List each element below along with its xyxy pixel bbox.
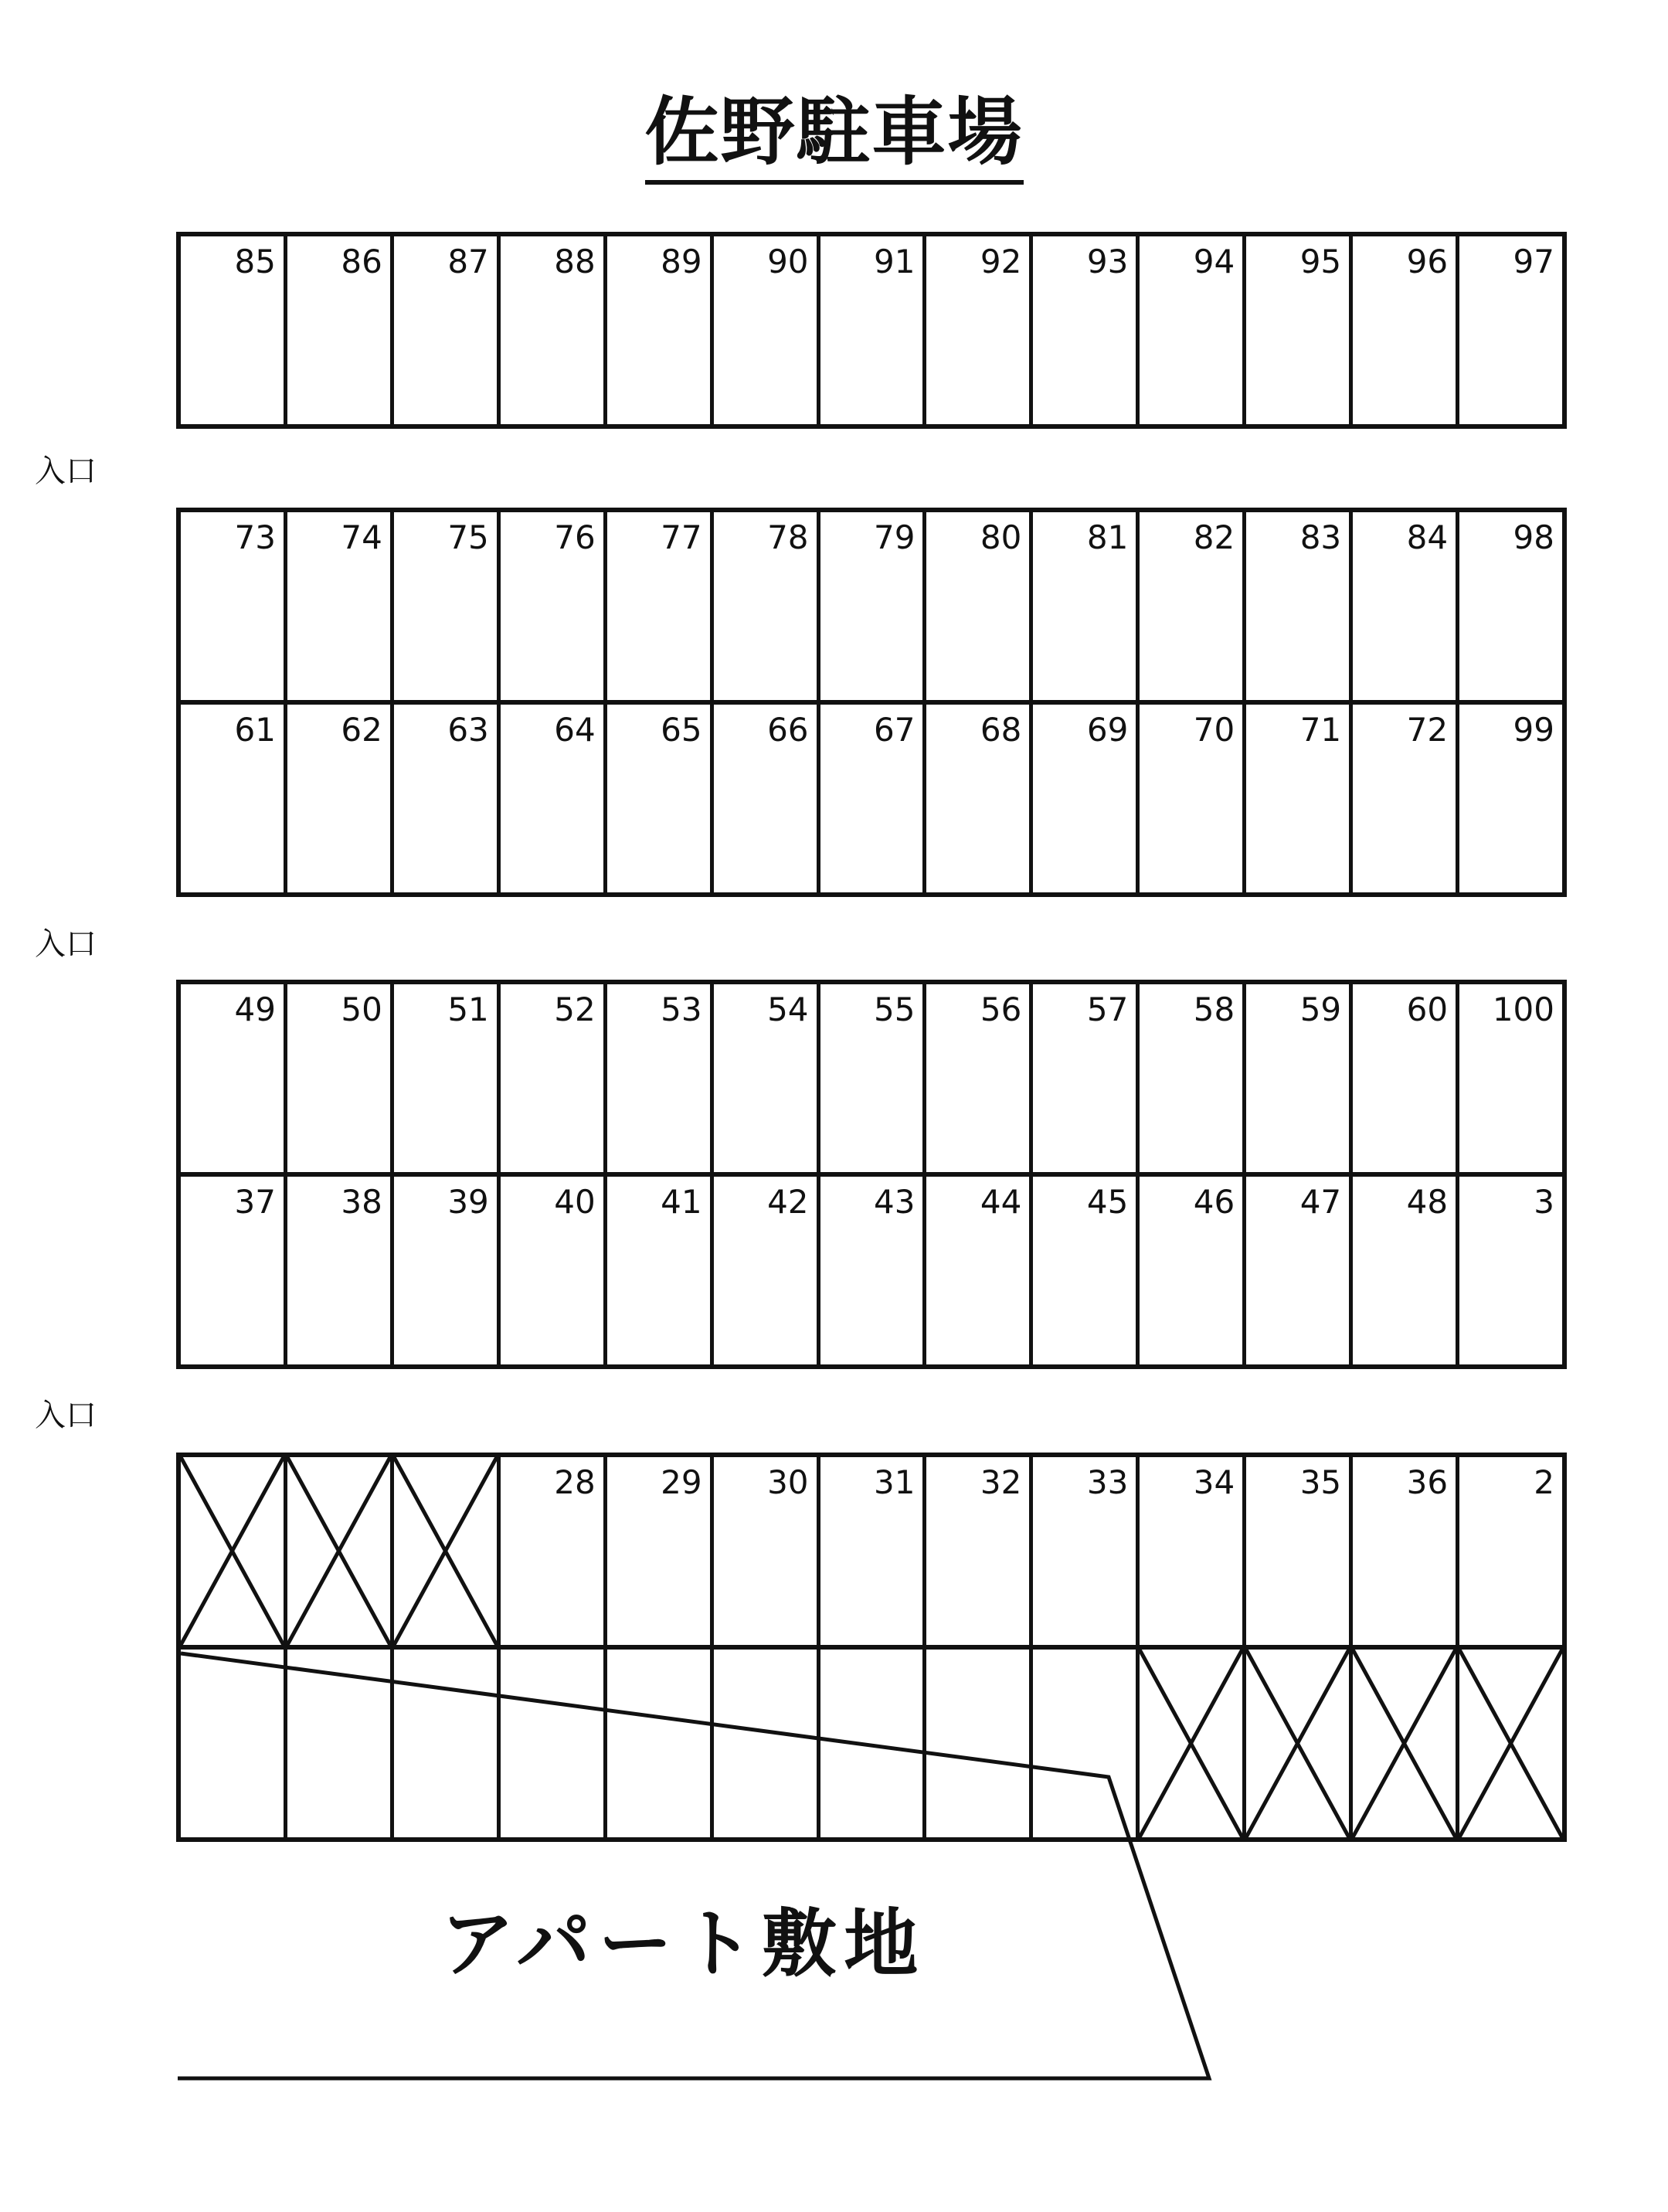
space-number: 79 (874, 518, 916, 556)
space-number: 92 (980, 243, 1022, 280)
space-number: 58 (1193, 990, 1235, 1028)
space-number: 47 (1299, 1183, 1342, 1221)
space-number: 48 (1406, 1183, 1449, 1221)
space-number: 45 (1086, 1183, 1129, 1221)
space-number: 97 (1513, 243, 1554, 280)
space-number: 63 (447, 711, 489, 749)
space-number: 87 (447, 243, 489, 280)
space-number: 3 (1534, 1183, 1554, 1221)
entrance-label-2: 入口 (35, 926, 97, 962)
space-number: 86 (341, 243, 382, 280)
space-number: 100 (1492, 990, 1554, 1028)
space-number: 43 (874, 1183, 916, 1221)
entrance-label-3: 入口 (35, 1398, 97, 1433)
space-number: 76 (554, 518, 596, 556)
space-number: 39 (447, 1183, 489, 1221)
space-number: 90 (767, 243, 809, 280)
space-number: 82 (1193, 518, 1235, 556)
space-number: 68 (980, 711, 1022, 749)
space-number: 36 (1406, 1463, 1449, 1501)
space-number: 2 (1534, 1463, 1554, 1501)
space-number: 73 (234, 518, 276, 556)
space-number: 37 (234, 1183, 276, 1221)
space-number: 49 (234, 990, 276, 1028)
apartment-site-label: アパート敷地 (440, 1901, 926, 1987)
space-number: 56 (980, 990, 1022, 1028)
entrance-label-1: 入口 (35, 454, 97, 489)
space-number: 94 (1193, 243, 1235, 280)
space-number: 46 (1193, 1183, 1235, 1221)
space-number: 29 (661, 1463, 702, 1501)
space-number: 35 (1299, 1463, 1342, 1501)
space-number: 80 (980, 518, 1022, 556)
space-number: 53 (661, 990, 702, 1028)
space-number: 40 (554, 1183, 596, 1221)
space-number: 81 (1086, 518, 1129, 556)
space-number: 66 (767, 711, 809, 749)
page-title: 佐野駐車場 (0, 73, 1668, 179)
space-number: 83 (1299, 518, 1342, 556)
space-number: 44 (980, 1183, 1022, 1221)
space-number: 99 (1513, 711, 1554, 749)
space-number: 77 (661, 518, 702, 556)
space-number: 71 (1299, 711, 1342, 749)
space-number: 33 (1086, 1463, 1129, 1501)
space-number: 28 (554, 1463, 596, 1501)
space-number: 59 (1299, 990, 1342, 1028)
space-number: 30 (767, 1463, 809, 1501)
space-number: 78 (767, 518, 809, 556)
space-number: 69 (1086, 711, 1129, 749)
space-number: 31 (874, 1463, 916, 1501)
space-number: 91 (874, 243, 916, 280)
space-number: 32 (980, 1463, 1022, 1501)
space-number: 85 (234, 243, 276, 280)
space-number: 74 (341, 518, 382, 556)
space-number: 60 (1406, 990, 1449, 1028)
space-number: 42 (767, 1183, 809, 1221)
space-number: 84 (1406, 518, 1449, 556)
space-number: 50 (341, 990, 382, 1028)
space-number: 41 (661, 1183, 702, 1221)
space-number: 70 (1193, 711, 1235, 749)
space-number: 65 (661, 711, 702, 749)
space-number: 62 (341, 711, 382, 749)
space-number: 52 (554, 990, 596, 1028)
space-number: 54 (767, 990, 809, 1028)
space-number: 57 (1086, 990, 1129, 1028)
space-number: 34 (1193, 1463, 1235, 1501)
space-number: 95 (1299, 243, 1342, 280)
space-number: 89 (661, 243, 702, 280)
space-number: 67 (874, 711, 916, 749)
space-number: 88 (554, 243, 596, 280)
space-number: 96 (1406, 243, 1449, 280)
space-number: 72 (1406, 711, 1449, 749)
space-number: 75 (447, 518, 489, 556)
space-number: 64 (554, 711, 596, 749)
space-number: 55 (874, 990, 916, 1028)
space-number: 51 (447, 990, 489, 1028)
space-number: 38 (341, 1183, 382, 1221)
space-number: 98 (1513, 518, 1554, 556)
space-number: 93 (1086, 243, 1129, 280)
space-number: 61 (234, 711, 276, 749)
